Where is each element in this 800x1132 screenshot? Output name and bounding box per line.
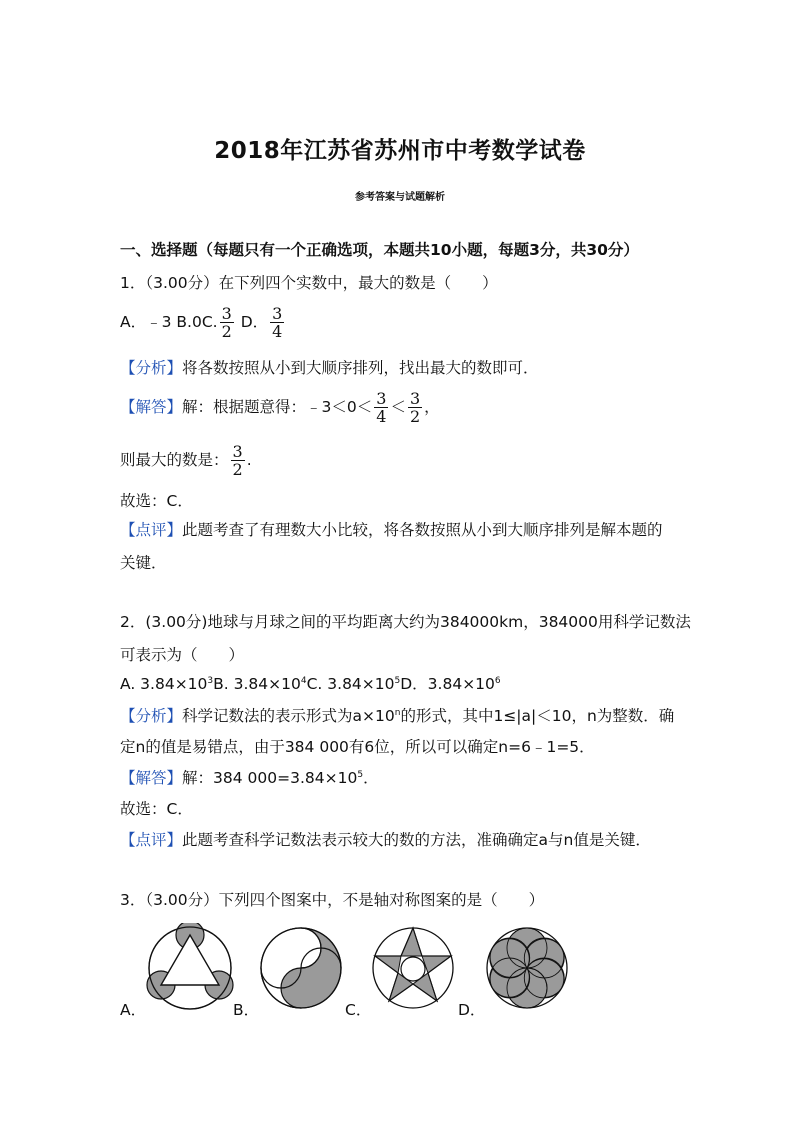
q1-options [120, 305, 286, 340]
q2-choose: 故选：C． [120, 800, 193, 818]
solution-end: ． [363, 769, 379, 787]
q2-option-d: D．3.84×10 [400, 675, 495, 693]
q2-analysis [120, 706, 674, 726]
q2-option-c: C. 3.84×10 [306, 675, 395, 693]
result-text: 则最大的数是： [120, 451, 229, 469]
solution-fraction-1 [374, 390, 388, 425]
result-end: . [246, 451, 252, 469]
figure-label-c: C． [345, 1001, 372, 1019]
q1-options-prefix: A．﹣3 B.0C. [120, 313, 218, 331]
comment-tag: 【点评】 [120, 831, 183, 849]
q2-options [120, 674, 501, 694]
q2-comment [120, 830, 651, 850]
fraction-numerator: 3 [221, 304, 232, 323]
analysis-text: 科学记数法的表示形式为a×10 [182, 707, 395, 725]
q1-option-c-fraction [220, 305, 234, 340]
q2-stem-line2: 可表示为（ ） [120, 646, 245, 664]
q1-result [120, 443, 252, 478]
q1-option-d-fraction [270, 305, 284, 340]
q1-stem: 1．（3.00分）在下列四个实数中，最大的数是（ ） [120, 274, 498, 292]
result-fraction [231, 443, 245, 478]
comment-text: 此题考查科学记数法表示较大的数的方法，准确确定a与n值是关键． [182, 831, 651, 849]
q2-option-a: A. 3.84×10 [120, 675, 208, 693]
fraction-denominator: 2 [221, 322, 232, 341]
page-title: 2018年江苏省苏州市中考数学试卷 [214, 138, 586, 164]
figure-label-a: A． [120, 1001, 147, 1019]
solution-text: 解：根据题意得：﹣3＜0＜ [182, 398, 373, 416]
q1-option-d-label: D． [235, 313, 269, 331]
fraction-denominator: 4 [272, 322, 283, 341]
q2-stem-line1: 2．(3.00分)地球与月球之间的平均距离大约为384000km，384000用科学记数法 [120, 613, 691, 631]
fraction-denominator: 2 [232, 460, 243, 479]
exponent: 5 [357, 769, 364, 780]
comment-text: 此题考查了有理数大小比较，将各数按照从小到大顺序排列是解本题的 [182, 521, 663, 539]
figure-c-star-pentagon [370, 925, 456, 1011]
exponent: 6 [494, 675, 501, 686]
figure-d-flower [484, 925, 570, 1011]
exponent: 4 [300, 675, 307, 686]
exponent: 5 [394, 675, 401, 686]
q3-stem: 3．（3.00分）下列四个图案中，不是轴对称图案的是（ ） [120, 891, 545, 909]
analysis-text-cont: 的形式，其中1≤|a|＜10，n为整数．确 [400, 707, 675, 725]
fraction-numerator: 3 [272, 304, 283, 323]
figure-label-d: D． [458, 1001, 486, 1019]
less-than-symbol: ＜ [390, 398, 406, 416]
fraction-numerator: 3 [409, 389, 421, 408]
q1-solution [120, 390, 440, 425]
figure-a-symmetric-circle-triangle [145, 923, 235, 1013]
q1-choose: 故选：C． [120, 492, 193, 510]
solution-tag: 【解答】 [120, 769, 183, 787]
fraction-numerator: 3 [232, 442, 243, 461]
exponent: 3 [207, 675, 214, 686]
q2-analysis-line2: 定n的值是易错点，由于384 000有6位，所以可以确定n=6﹣1=5． [120, 738, 595, 756]
q1-comment [120, 520, 663, 540]
solution-fraction-2 [408, 390, 422, 425]
exponent: n [394, 707, 401, 718]
analysis-text: 将各数按照从小到大顺序排列，找出最大的数即可． [182, 359, 539, 377]
q1-comment-line2: 关键． [120, 554, 167, 572]
fraction-denominator: 2 [409, 407, 421, 426]
page-subtitle: 参考答案与试题解析 [355, 192, 445, 203]
solution-text: 解：384 000=3.84×10 [182, 769, 358, 787]
analysis-tag: 【分析】 [120, 707, 183, 725]
solution-tag: 【解答】 [120, 398, 183, 416]
section-heading: 一、选择题（每题只有一个正确选项，本题共10小题，每题3分，共30分） [120, 241, 639, 259]
q2-solution [120, 768, 379, 788]
fraction-denominator: 4 [376, 407, 387, 426]
q2-option-b: B. 3.84×10 [213, 675, 301, 693]
fraction-numerator: 3 [376, 389, 387, 408]
figure-b-rotational-swirl [258, 925, 344, 1011]
q1-analysis [120, 358, 539, 378]
analysis-tag: 【分析】 [120, 359, 183, 377]
comment-tag: 【点评】 [120, 521, 183, 539]
solution-end: ， [424, 398, 440, 416]
figure-label-b: B． [233, 1001, 260, 1019]
